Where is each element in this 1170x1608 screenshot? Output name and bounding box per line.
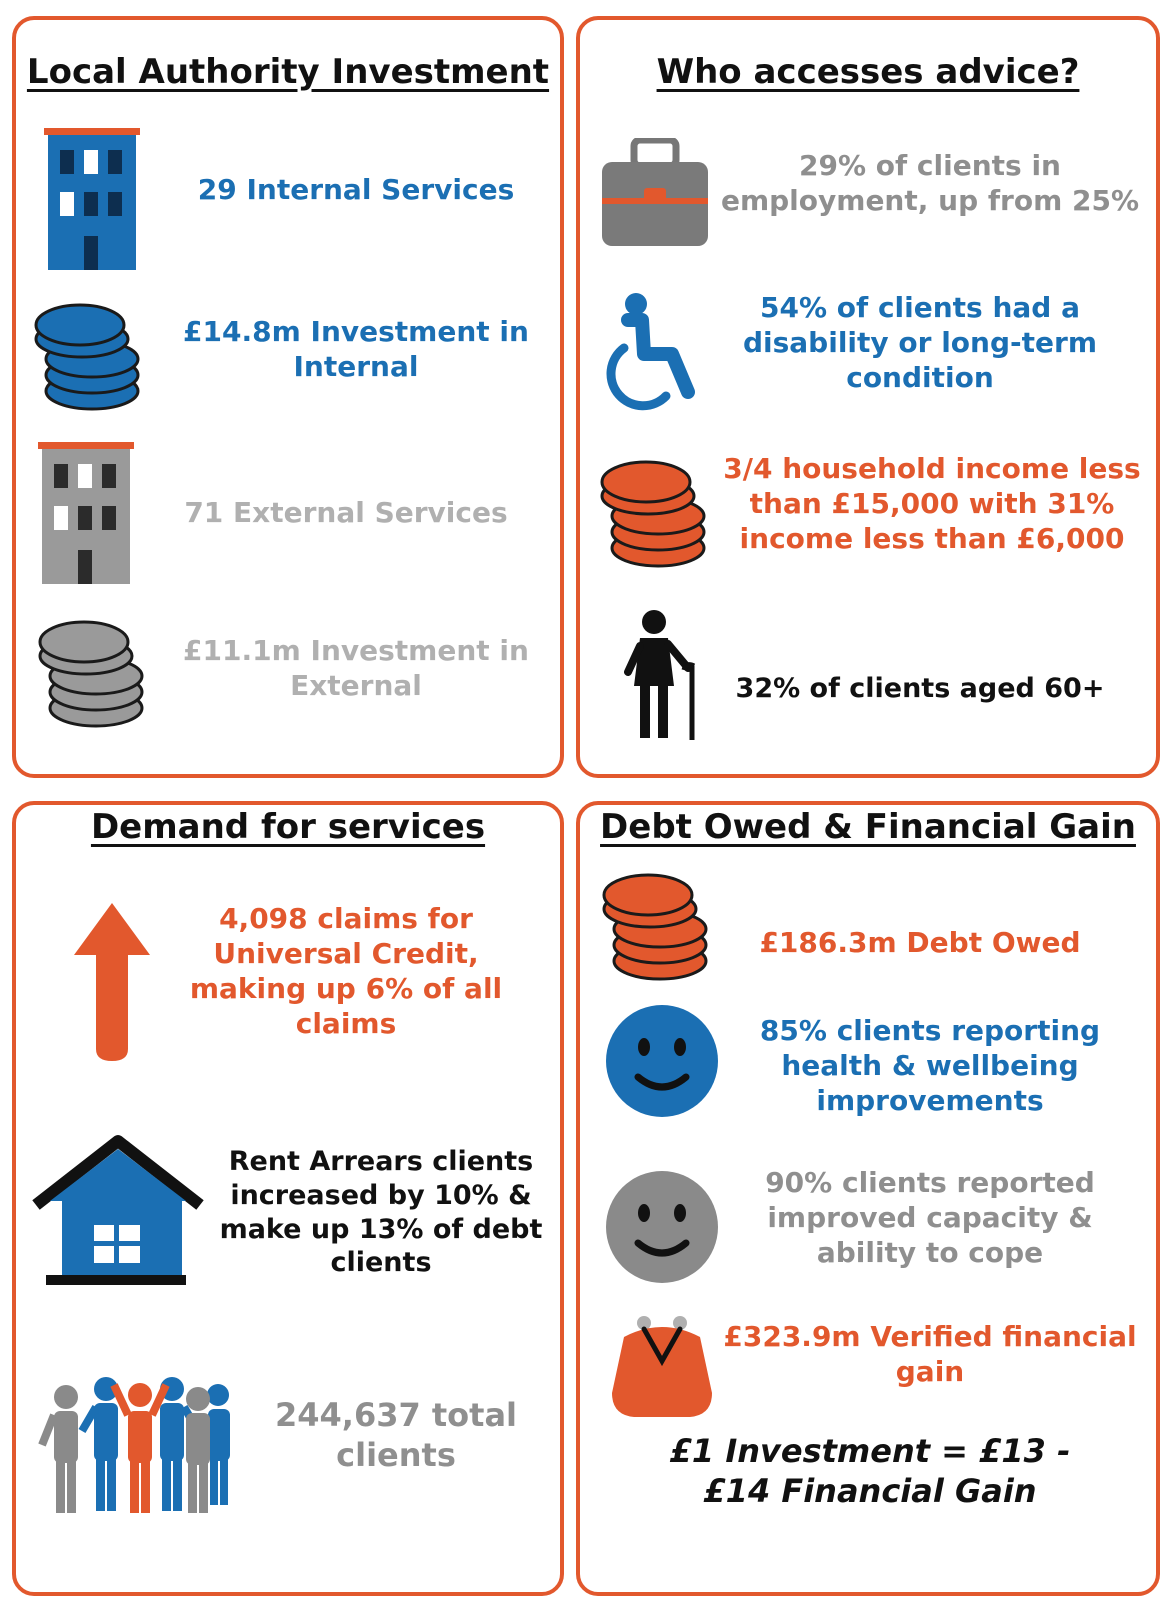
total-clients-text: 244,637 total clients [274, 1396, 518, 1474]
coins-icon [38, 612, 150, 732]
purse-icon [604, 1313, 720, 1423]
smiley-icon [604, 1003, 720, 1119]
who-accesses-advice-panel [576, 16, 1160, 778]
smiley-icon [604, 1169, 720, 1285]
capacity-text: 90% clients reported improved capacity & ability to cope [765, 1166, 1095, 1269]
coins-icon [602, 865, 714, 985]
external-investment-text: £11.1m Investment in External [183, 634, 529, 702]
internal-investment-text: £14.8m Investment in Internal [183, 315, 529, 383]
panel-title: Debt Owed & Financial Gain [600, 807, 1136, 847]
demand-for-services-panel [12, 801, 564, 1596]
up-arrow-icon [70, 899, 154, 1065]
wheelchair-icon [602, 292, 702, 416]
elderly-person-icon [616, 610, 706, 742]
panel-title: Local Authority Investment [26, 52, 550, 92]
wellbeing-text: 85% clients reporting health & wellbeing improvements [759, 1014, 1101, 1117]
external-services-text: 71 External Services [184, 496, 508, 529]
household-income-text: 3/4 household income less than £15,000 with 31% income less than £6,000 [723, 452, 1141, 555]
aged-60-text: 32% of clients aged 60+ [735, 673, 1105, 704]
employment-text: 29% of clients in employment, up from 25% [720, 149, 1140, 217]
panel-title: Demand for services [90, 807, 486, 847]
building-icon [44, 128, 144, 270]
building-icon [38, 442, 138, 584]
disability-text: 54% of clients had a disability or long-term condition [742, 291, 1097, 394]
coins-icon [600, 452, 712, 572]
rent-arrears-text: Rent Arrears clients increased by 10% & make up 13% of debt clients [219, 1146, 543, 1279]
investment-summary-text: £1 Investment = £13 - £14 Financial Gain [669, 1432, 1071, 1510]
debt-owed-text: £186.3m Debt Owed [759, 926, 1081, 959]
internal-services-text: 29 Internal Services [197, 173, 515, 206]
universal-credit-text: 4,098 claims for Universal Credit, making up 6% of all claims [189, 902, 503, 1040]
verified-gain-text: £323.9m Verified financial gain [723, 1320, 1137, 1388]
local-authority-investment-panel [12, 16, 564, 778]
panel-title: Who accesses advice? [656, 52, 1080, 92]
debt-owed-financial-gain-panel [576, 801, 1160, 1596]
people-group-icon [38, 1375, 243, 1515]
coins-icon [34, 295, 146, 415]
house-icon [28, 1135, 208, 1291]
briefcase-icon [600, 138, 710, 248]
